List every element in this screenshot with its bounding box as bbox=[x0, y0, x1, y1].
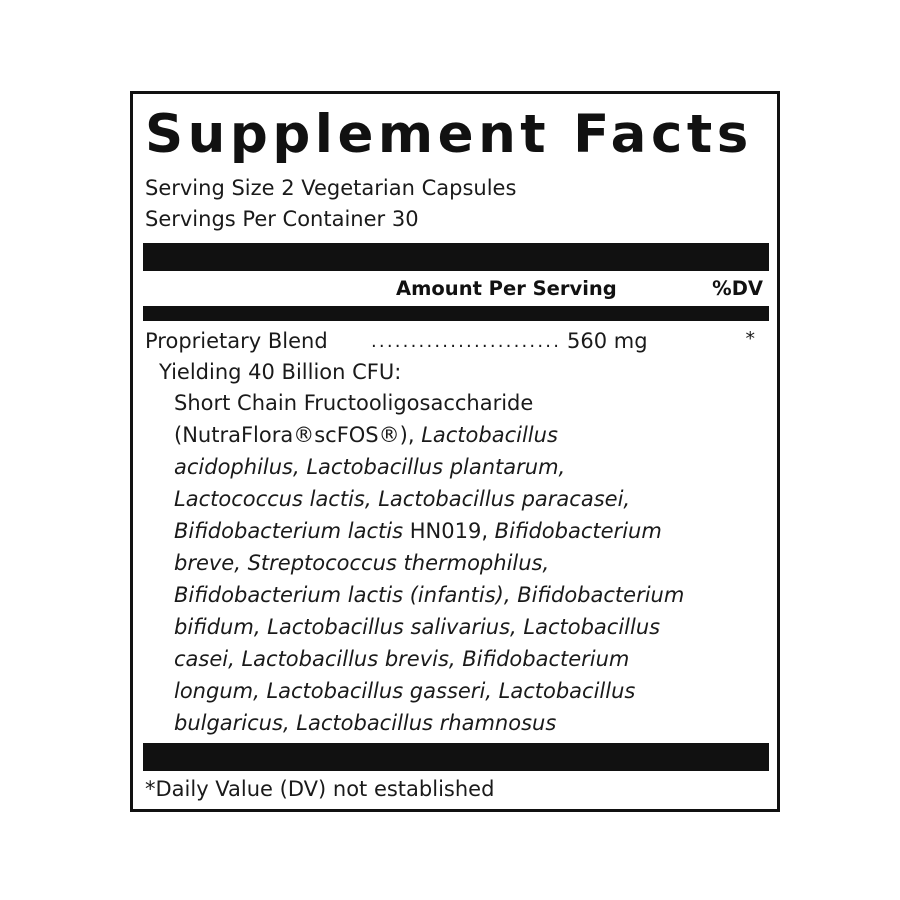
blend-amount: 560 mg bbox=[567, 329, 648, 353]
servings-per-container: Servings Per Container 30 bbox=[145, 207, 419, 231]
supplement-facts-panel bbox=[130, 91, 780, 812]
blend-name: Proprietary Blend bbox=[145, 329, 328, 353]
ingredient-line: (NutraFlora®scFOS®), Lactobacillus bbox=[174, 423, 558, 447]
ingredient-line: breve, Streptococcus thermophilus, bbox=[174, 551, 550, 575]
header-percent-dv: %DV bbox=[712, 277, 763, 300]
header-amount-per-serving: Amount Per Serving bbox=[396, 277, 617, 300]
ingredient-line: Bifidobacterium lactis HN019, Bifidobacterium bbox=[174, 519, 662, 543]
ingredient-line: Lactococcus lactis, Lactobacillus paracasei, bbox=[174, 487, 631, 511]
yield-line: Yielding 40 Billion CFU: bbox=[159, 360, 402, 384]
ingredient-line: longum, Lactobacillus gasseri, Lactobacillus bbox=[174, 679, 636, 703]
footnote: *Daily Value (DV) not established bbox=[145, 777, 495, 801]
medium-divider bbox=[143, 306, 769, 321]
ingredient-line: Bifidobacterium lactis (infantis), Bifidobacterium bbox=[174, 583, 685, 607]
blend-row bbox=[145, 325, 765, 357]
panel-title: Supplement Facts bbox=[145, 104, 753, 165]
ingredient-line: bulgaricus, Lactobacillus rhamnosus bbox=[174, 711, 557, 735]
ingredient-list bbox=[174, 387, 774, 739]
serving-size: Serving Size 2 Vegetarian Capsules bbox=[145, 176, 517, 200]
thick-divider-bottom bbox=[143, 743, 769, 771]
ingredient-line: acidophilus, Lactobacillus plantarum, bbox=[174, 455, 566, 479]
ingredient-line: casei, Lactobacillus brevis, Bifidobacterium bbox=[174, 647, 630, 671]
thick-divider-top bbox=[143, 243, 769, 271]
leader-dots: ........................ bbox=[371, 331, 562, 352]
ingredient-line: bifidum, Lactobacillus salivarius, Lactobacillus bbox=[174, 615, 661, 639]
ingredient-line: Short Chain Fructooligosaccharide bbox=[174, 391, 534, 415]
blend-dv-asterisk: * bbox=[745, 328, 755, 350]
